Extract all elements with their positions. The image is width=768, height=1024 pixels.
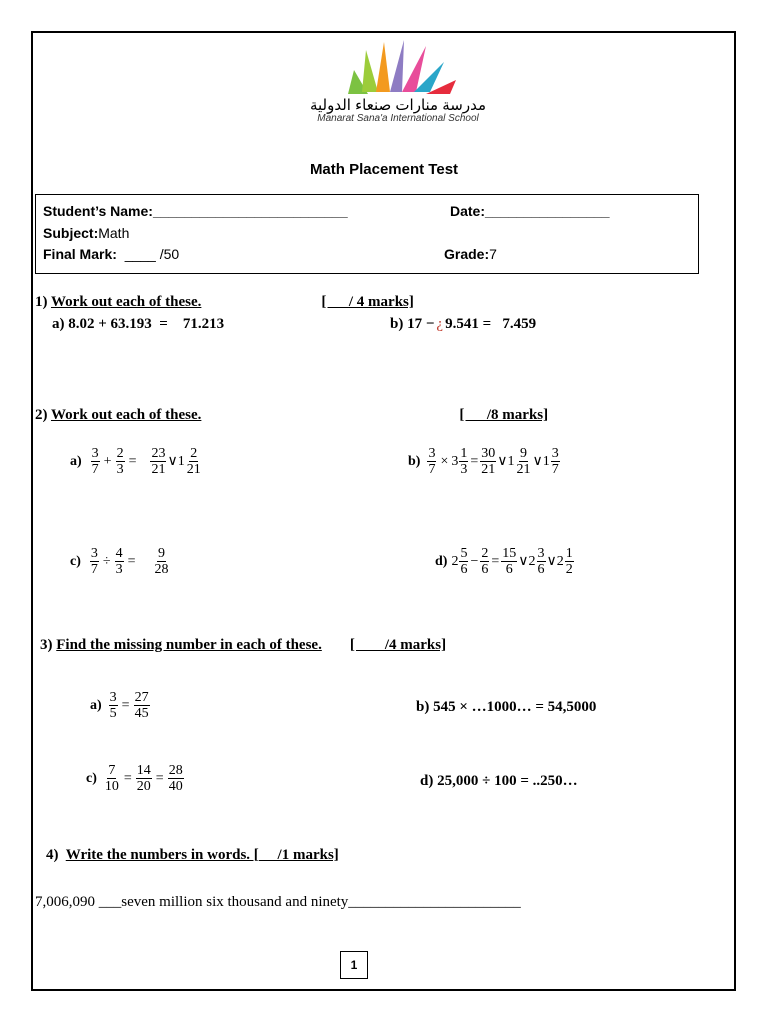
fraction: $\frac{14}{20}$ xyxy=(136,763,151,794)
date-row xyxy=(450,203,610,219)
logo-ray-orange xyxy=(376,42,390,92)
q1-b-suffix: 9.541 = 7.459 xyxy=(445,316,537,332)
fraction: $\frac{5}{6}$ xyxy=(460,546,468,577)
q2-b-label: b) xyxy=(408,453,421,469)
logo-ray-lime xyxy=(362,50,378,92)
q2-header xyxy=(35,407,548,424)
q1-number: 1) xyxy=(35,294,48,310)
grade-label: Grade: xyxy=(444,246,490,262)
q1-part-a: a) 8.02 + 63.193 = 71.213 xyxy=(52,316,225,332)
fraction: $\frac{3}{7}$ xyxy=(428,446,436,477)
fraction: $\frac{3}{7}$ xyxy=(90,546,98,577)
fraction: $\frac{27}{45}$ xyxy=(134,690,149,721)
q4-number: 4) xyxy=(46,847,59,863)
q1-header xyxy=(35,294,414,311)
q3-header xyxy=(40,637,446,654)
fraction: $\frac{3}{6}$ xyxy=(537,546,545,577)
grade-row xyxy=(444,246,497,262)
fraction: $\frac{2}{6}$ xyxy=(481,546,489,577)
q3-marks: [ /4 marks] xyxy=(349,637,447,653)
fraction: $\frac{9}{28}$ xyxy=(154,546,169,577)
fraction: $\frac{3}{5}$ xyxy=(109,690,117,721)
q4-marks: /1 marks] xyxy=(258,847,339,863)
grade-value: 7 xyxy=(489,246,497,262)
q2-part-c: c) $\frac{3}{7}$ ÷ $\frac{4}{3}$ = $\frac{9}{28}$ xyxy=(70,546,169,577)
final-mark-label: Final Mark: xyxy=(43,246,117,262)
student-name-blank: _________________________ xyxy=(152,203,348,219)
final-mark-blank: ____ xyxy=(124,246,156,262)
fraction: $\frac{2}{3}$ xyxy=(116,446,124,477)
q3-c-label: c) xyxy=(86,770,97,786)
q4-answer: 7,006,090 ___seven million six thousand and ninety_______________________ xyxy=(35,894,521,910)
q1-part-b xyxy=(390,316,536,333)
fraction: $\frac{3}{7}$ xyxy=(551,446,559,477)
fraction: $\frac{28}{40}$ xyxy=(168,763,183,794)
subject-row xyxy=(43,225,129,241)
q1-heading: Work out each of these. [ / 4 marks] xyxy=(50,294,414,310)
fraction: $\frac{4}{3}$ xyxy=(115,546,123,577)
date-blank: ________________ xyxy=(485,203,610,219)
subject-label: Subject: xyxy=(43,225,99,241)
q3-part-a: a) $\frac{3}{5}$ = $\frac{27}{45}$ xyxy=(90,690,149,721)
fraction: $\frac{23}{21}$ xyxy=(151,446,166,477)
q3-part-c: c) $\frac{7}{10}$ = $\frac{14}{20}$ = $\frac{28}{40}$ xyxy=(86,763,183,794)
q2-heading: Work out each of these. [ /8 marks] xyxy=(50,407,549,423)
q4-heading: Write the numbers in words. [ /1 marks] xyxy=(65,847,339,863)
fraction: $\frac{7}{10}$ xyxy=(104,763,119,794)
school-name-english: Manarat Sana'a International School xyxy=(317,113,479,124)
q3-part-b: b) 545 × …1000… = 54,5000 xyxy=(416,699,597,715)
student-info-box xyxy=(35,194,699,274)
logo-ray-purple xyxy=(390,40,404,92)
fraction: $\frac{15}{6}$ xyxy=(502,546,517,577)
fraction: $\frac{30}{21}$ xyxy=(481,446,496,477)
final-mark-row xyxy=(43,246,179,262)
q3-part-d: d) 25,000 ÷ 100 = ..250… xyxy=(420,773,578,789)
q2-d-label: d) xyxy=(435,553,448,569)
fraction: $\frac{1}{2}$ xyxy=(565,546,573,577)
school-name-arabic: مدرسة منارات صنعاء الدولية xyxy=(309,97,487,114)
school-logo xyxy=(340,36,460,96)
q2-c-label: c) xyxy=(70,553,81,569)
fraction: $\frac{1}{3}$ xyxy=(460,446,468,477)
fraction: $\frac{2}{21}$ xyxy=(186,446,201,477)
q1-b-prefix: b) 17 − xyxy=(390,316,435,332)
q2-marks: [ /8 marks] xyxy=(459,407,549,423)
page-title: Math Placement Test xyxy=(309,161,459,178)
q2-number: 2) xyxy=(35,407,48,423)
q2-part-a: a) $\frac{3}{7}$ + $\frac{2}{3}$ = $\frac{23}{21}$ ∨ 1 $\frac{2}{21}$ xyxy=(70,446,201,477)
q1-marks: [ / 4 marks] xyxy=(321,294,414,310)
fraction: $\frac{9}{21}$ xyxy=(516,446,531,477)
page-number: 1 xyxy=(340,951,368,979)
q2-a-label: a) xyxy=(70,453,82,469)
q2-part-b: b) $\frac{3}{7}$ × 3 $\frac{1}{3}$ = $\frac{30}{21}$ ∨ 1 $\frac{9}{21}$ ∨ 1 $\frac{3}{7}$ xyxy=(408,446,559,477)
q3-number: 3) xyxy=(40,637,53,653)
q2-part-d: d) 2 $\frac{5}{6}$ − $\frac{2}{6}$ = $\frac{15}{6}$ ∨ 2 $\frac{3}{6}$ ∨ 2 $\frac{1}{2}$ xyxy=(435,546,573,577)
subject-value: Math xyxy=(98,225,130,241)
q4-header xyxy=(46,847,339,864)
final-mark-total: /50 xyxy=(159,246,180,262)
q3-heading: Find the missing number in each of these. [ /4 marks] xyxy=(56,637,447,653)
date-label: Date: xyxy=(450,203,486,219)
student-name-row xyxy=(43,203,348,219)
q3-a-label: a) xyxy=(90,697,102,713)
q1-b-glyph: ¿ xyxy=(436,316,444,332)
fraction: $\frac{3}{7}$ xyxy=(91,446,99,477)
student-name-label: Student’s Name: xyxy=(43,203,153,219)
